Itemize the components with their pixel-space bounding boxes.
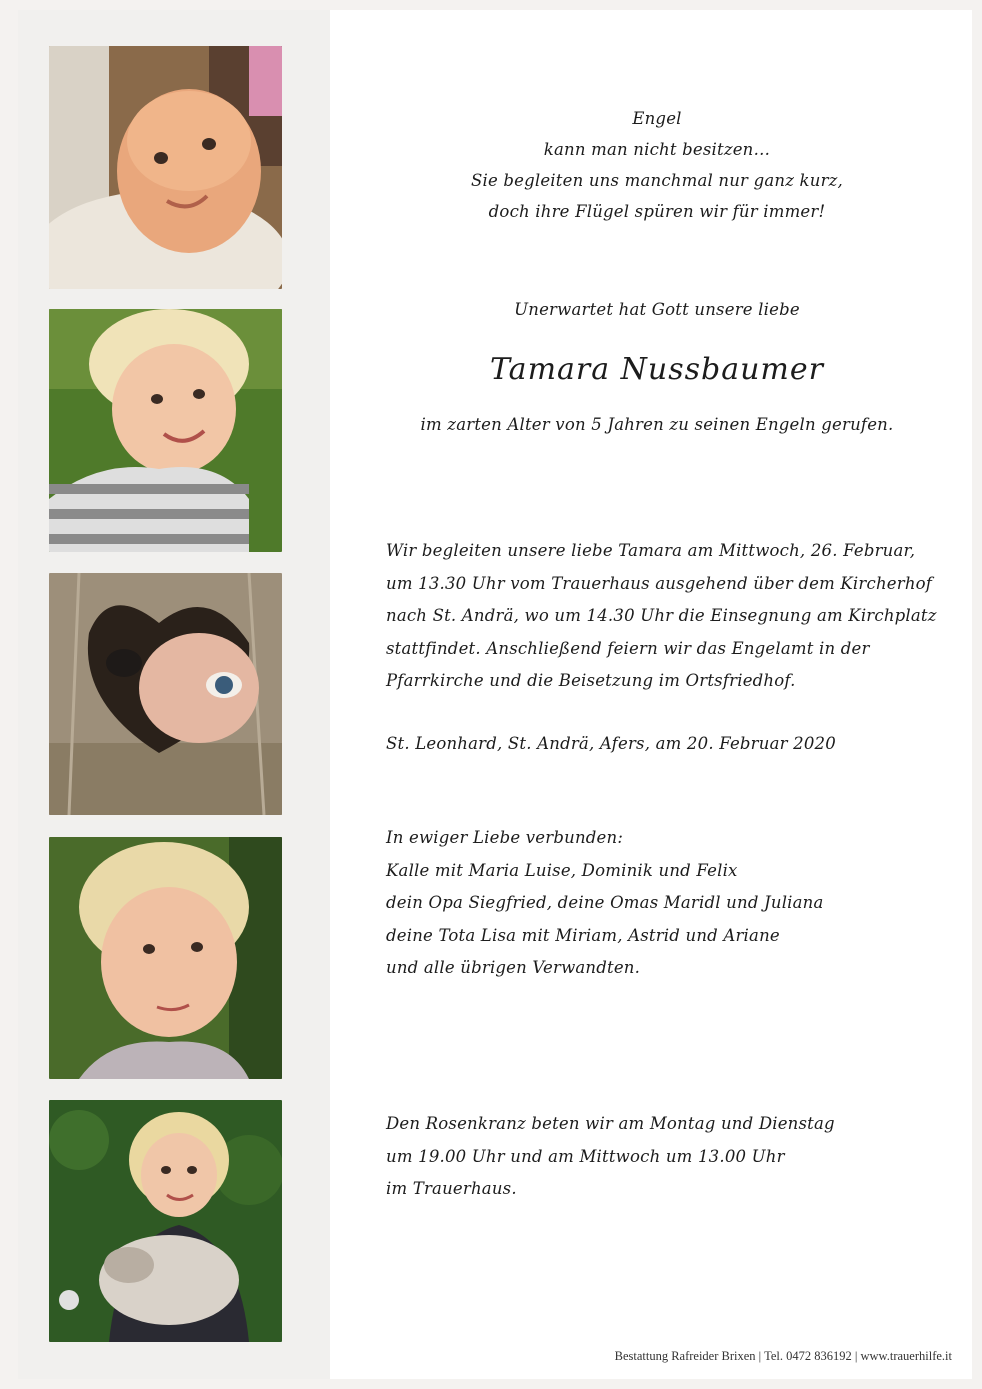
photo-girl-with-rabbit bbox=[49, 1100, 282, 1342]
funeral-line: Pfarrkirche und die Beisetzung im Ortsfriedhof. bbox=[386, 671, 796, 690]
mourners-line: In ewiger Liebe verbunden: bbox=[386, 828, 624, 847]
deceased-name: Tamara Nussbaumer bbox=[490, 352, 824, 387]
rosary-line: im Trauerhaus. bbox=[386, 1179, 517, 1198]
funeral-line: um 13.30 Uhr vom Trauerhaus ausgehend über dem Kircherhof bbox=[386, 573, 933, 593]
funeral-home-footer: Bestattung Rafreider Brixen | Tel. 0472 836192 | www.trauerhilfe.it bbox=[614, 1349, 952, 1363]
mourners-line: deine Tota Lisa mit Miriam, Astrid und Ariane bbox=[386, 925, 780, 945]
poem-line: kann man nicht besitzen… bbox=[543, 140, 771, 159]
funeral-line: Wir begleiten unsere liebe Tamara am Mittwoch, 26. Februar, bbox=[386, 541, 916, 560]
funeral-line: nach St. Andrä, wo um 14.30 Uhr die Einsegnung am Kirchplatz bbox=[386, 606, 937, 625]
funeral-details bbox=[386, 535, 946, 698]
announcement-age-line: im zarten Alter von 5 Jahren zu seinen Engeln gerufen. bbox=[420, 415, 894, 434]
mourners-line: Kalle mit Maria Luise, Dominik und Felix bbox=[386, 860, 738, 880]
photo-baby bbox=[49, 46, 282, 289]
poem-line: Engel bbox=[632, 109, 682, 128]
poem-line: doch ihre Flügel spüren wir für immer! bbox=[488, 202, 826, 221]
poem bbox=[430, 103, 884, 227]
rosary-line: um 19.00 Uhr und am Mittwoch um 13.00 Uhr bbox=[386, 1146, 785, 1166]
mourners-line: und alle übrigen Verwandten. bbox=[386, 958, 641, 977]
photo-toddler-closeup bbox=[49, 837, 282, 1079]
place-date: St. Leonhard, St. Andrä, Afers, am 20. Februar 2020 bbox=[386, 734, 836, 753]
photo-heart-peek bbox=[49, 573, 282, 815]
announcement-intro: Unerwartet hat Gott unsere liebe bbox=[514, 300, 800, 319]
mourners-line: dein Opa Siegfried, deine Omas Maridl und Juliana bbox=[386, 893, 824, 912]
funeral-line: stattfindet. Anschließend feiern wir das Engelamt in der bbox=[386, 638, 870, 658]
poem-line: Sie begleiten uns manchmal nur ganz kurz, bbox=[470, 171, 843, 190]
mourners-list bbox=[386, 822, 946, 985]
photo-toddler-striped-shirt bbox=[49, 309, 282, 552]
rosary-line: Den Rosenkranz beten wir am Montag und Dienstag bbox=[386, 1114, 835, 1133]
rosary-details bbox=[386, 1108, 946, 1206]
